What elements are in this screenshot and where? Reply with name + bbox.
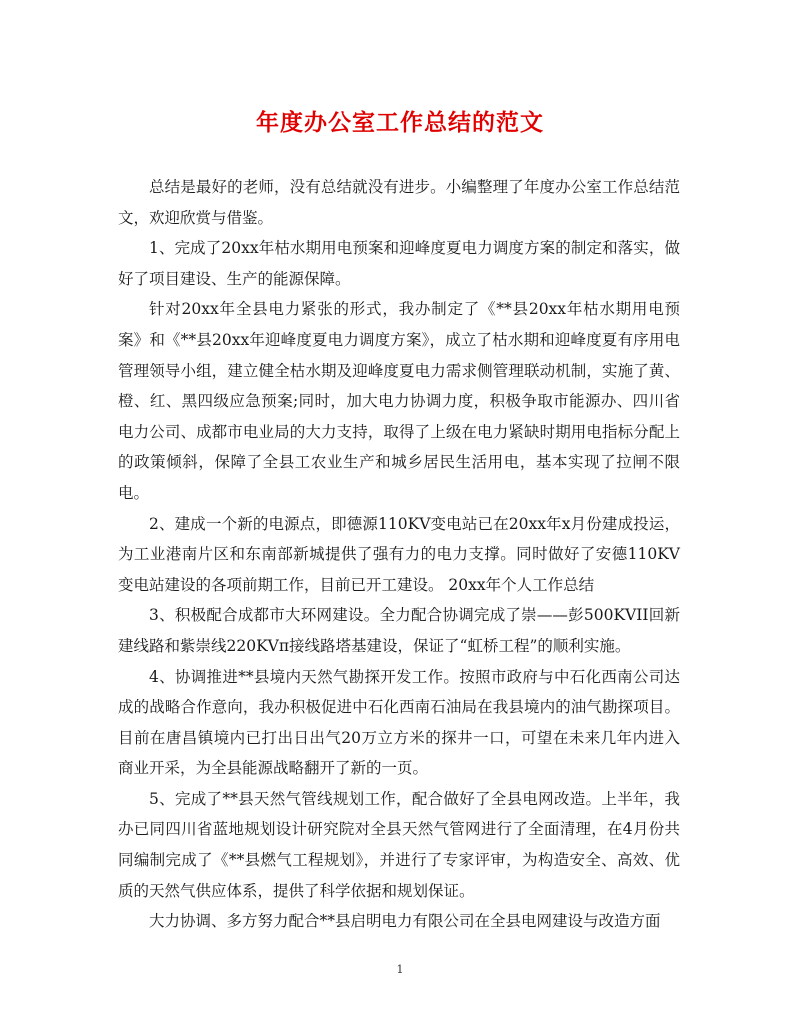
paragraph-item-1-detail: 针对20xx年全县电力紧张的形式，我办制定了《**县20xx年枯水期用电预案》和《**县20xx年迎峰度夏电力调度方案》，成立了枯水期和迎峰度夏有序用电管理领导小组，建立健全枯水期及迎峰度夏电力需求侧管理联动机制，实施了黄、橙、红、黑四级应急预案;同时，加大电力协调力度，积极争取市能源办、四川省电力公司、成都市电业局的大力支持，取得了上级在电力紧缺时期用电指标分配上的政策倾斜，保障了全县工农业生产和城乡居民生活用电，基本实现了拉闸不限电。	[118, 300, 680, 502]
document-title: 年度办公室工作总结的范文	[256, 109, 544, 136]
paragraph-item-2: 2、建成一个新的电源点，即德源110KV变电站已在20xx年x月份建成投运，为工业港南片区和东南部新城提供了强有力的电力支撑。同时做好了安德110KV变电站建设的各项前期工作，目前已开工建设。 20xx年个人工作总结	[118, 514, 680, 594]
paragraph-item-4: 4、协调推进**县境内天然气勘探开发工作。按照市政府与中石化西南公司达成的战略合作意向，我办积极促进中石化西南石油局在我县境内的油气勘探项目。目前在唐昌镇境内已打出日出气20万立方米的探井一口，可望在未来几年内进入商业开采，为全县能源战略翻开了新的一页。	[118, 667, 680, 778]
paragraph-continuation: 大力协调、多方努力配合**县启明电力有限公司在全县电网建设与改造方面	[149, 912, 661, 931]
paragraph-item-1: 1、完成了20xx年枯水期用电预案和迎峰度夏电力调度方案的制定和落实，做好了项目建设、生产的能源保障。	[118, 239, 680, 288]
document-body	[118, 172, 680, 937]
paragraph-intro: 总结是最好的老师，没有总结就没有进步。小编整理了年度办公室工作总结范文，欢迎欣赏与借鉴。	[118, 178, 680, 227]
page-number: 1	[396, 963, 404, 976]
paragraph-item-5: 5、完成了**县天然气管线规划工作，配合做好了全县电网改造。上半年，我办已同四川省蓝地规划设计研究院对全县天然气管网进行了全面清理，在4月份共同编制完成了《**县燃气工程规划》，并进行了专家评审，为构造安全、高效、优质的天然气供应体系，提供了科学依据和规划保证。	[118, 789, 680, 900]
paragraph-item-3: 3、积极配合成都市大环网建设。全力配合协调完成了崇——彭500KVII回新建线路和紫崇线220KVπ接线路塔基建设，保证了“虹桥工程”的顺利实施。	[118, 606, 680, 655]
